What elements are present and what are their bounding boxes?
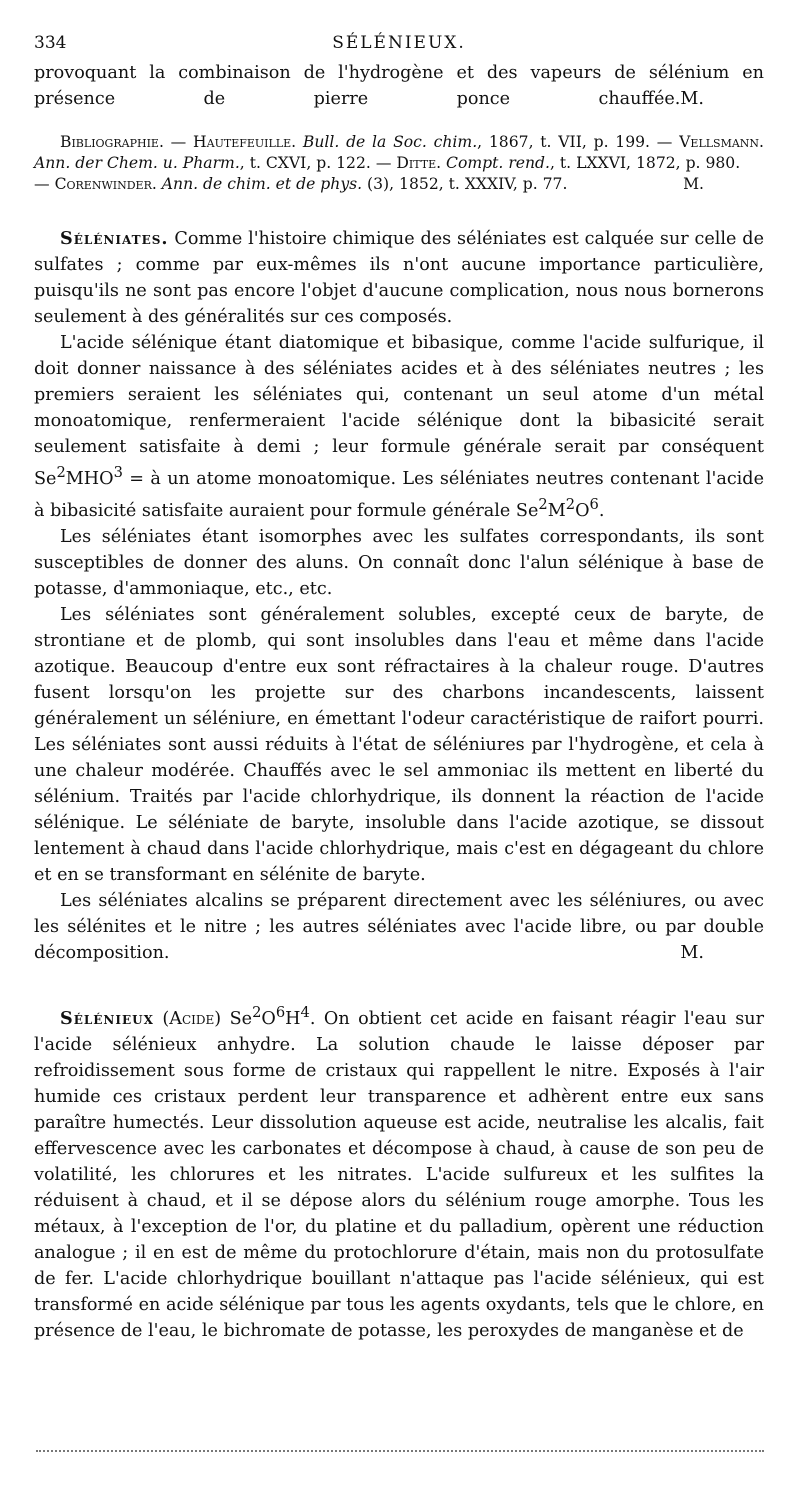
bibliography-author: Ditte. <box>396 154 442 172</box>
bibliography-ref: (3), 1852, t. XXXIV, p. 77. <box>362 175 568 193</box>
paragraph-text: On obtient cet acide en faisant réagir l'eau sur l'acide sélénieux anhydre. La solution chaude le laisse déposer par refroidissement sous forme de cristaux qui rappellent le nitre. Exposés à l'air humide ces cristaux perdent leur transparence et adhèrent entre eux sans paraître humectés. Leur dissolution aqueuse est acide, neutralise les alcalis, fait effervescence avec les carbonates et décompose à chaud, à cause de son peu de volatilité, les chlorures et les nitrates. L'acide sulfureux et les sulfites la réduisent à chaud, et il se dépose alors du sélénium rouge amorphe. Tous les métaux, à l'exception de l'or, du platine et du palladium, opèrent une réduction analogue ; il en est de même du protochlorure d'étain, mais non du protosulfate de fer. L'acide chlorhydrique bouillant n'attaque pas l'acide sélénieux, qui est transformé en acide sélénique par tous les agents oxydants, tels que le chlore, en présence de l'eau, le bichromate de potasse, les peroxydes de manganèse et de <box>34 1008 764 1341</box>
bibliography-ref: , t. LXXVI, 1872, p. 980. <box>549 154 741 172</box>
formula-part: MHO <box>65 468 114 489</box>
bibliography-source: Ann. de chim. et de phys. <box>156 175 363 193</box>
superscript: 6 <box>589 495 599 513</box>
running-title: SÉLÉNIEUX. <box>332 33 466 53</box>
article-subheading: (Acide) <box>153 1008 230 1029</box>
author-signature: M. <box>683 175 704 193</box>
paragraph-text: Comme l'histoire chimique des séléniates est calquée sur celle de sulfates ; comme par eux-mêmes ils n'ont aucune importance particulière, puisqu'ils ne sont pas encore l'objet d'aucune complication, nous nous bornerons seulement à des généralités sur ces composés. <box>34 229 764 327</box>
article-heading: Séléniates. <box>60 228 169 249</box>
author-signature: M. <box>680 942 704 963</box>
formula-part: M <box>547 500 566 521</box>
intro-text: provoquant la combinaison de l'hydrogène et des vapeurs de sélénium en présence de pierre ponce chauffée. <box>34 63 764 109</box>
bibliography-source: Bull. de la Soc. chim. <box>296 133 478 151</box>
superscript: 6 <box>275 1003 286 1021</box>
formula-part: Se <box>229 1008 253 1029</box>
dash: — <box>163 133 194 151</box>
paragraph-text: Les séléniates alcalins se préparent directement avec les séléniures, ou avec les sélénites et le nitre ; les autres séléniates avec l'acide libre, ou par double décomposition. <box>34 890 764 963</box>
author-signature: M. <box>680 89 704 109</box>
selenieux-article <box>34 1000 764 1344</box>
superscript: 4 <box>300 1003 310 1021</box>
superscript: 2 <box>252 1003 262 1021</box>
article-paragraph: Les séléniates sont généralement solubles, excepté ceux de baryte, de strontiane et de plomb, qui sont insolubles dans l'eau et même dans l'acide azotique. Beaucoup d'entre eux sont réfractaires à la chaleur rouge. D'autres fusent lorsqu'on les projette sur des charbons incandescents, laissent généralement un séléniure, en émettant l'odeur caractéristique de raifort pourri. Les séléniates sont aussi réduits à l'état de séléniures par l'hydrogène, et cela à une chaleur modérée. Chauffés avec le sel ammoniac ils mettent en liberté du sélénium. Traités par l'acide chlorhydrique, ils donnent la réaction de l'acide sélénique. Le séléniate de baryte, insoluble dans l'acide azotique, se dissout lentement à chaud dans l'acide chlorhydrique, mais c'est en dégageant du chlore et en se transformant en sélénite de baryte. <box>34 604 764 885</box>
bibliography-entry <box>34 132 764 195</box>
superscript: 2 <box>56 464 66 481</box>
footer-rule <box>36 1450 764 1452</box>
bibliography-block <box>34 132 764 195</box>
bibliography-author: Corenwinder. <box>54 175 157 193</box>
formula-part: H <box>285 1008 301 1029</box>
article-paragraph <box>34 888 764 966</box>
article-paragraph <box>34 226 764 330</box>
article-paragraph <box>34 1000 764 1344</box>
bibliography-source: Compt. rend. <box>441 154 550 172</box>
page-header <box>34 30 764 60</box>
bibliography-ref: , 1867, t. VII, p. 199. — <box>477 133 680 151</box>
superscript: 2 <box>565 495 576 513</box>
bibliography-author: Vellsmann. <box>679 133 765 151</box>
bibliography-ref: , t. CXVI, p. 122. — <box>239 154 397 172</box>
formula-part: . <box>309 1008 316 1029</box>
bibliography-label: Bibliographie. <box>60 133 164 151</box>
page-number: 334 <box>34 33 67 53</box>
article-paragraph <box>34 330 764 524</box>
bibliography-source: Ann. der Chem. u. Pharm. <box>34 154 240 172</box>
article-paragraph: Les séléniates étant isomorphes avec les sulfates correspondants, ils sont susceptibles de donner des aluns. On connaît donc l'alun sélénique à base de potasse, d'ammoniaque, etc., etc. <box>34 526 764 599</box>
superscript: 2 <box>538 495 548 513</box>
superscript: 3 <box>113 464 123 481</box>
formula-part: O <box>261 1008 276 1029</box>
intro-paragraph <box>34 60 764 112</box>
bibliography-author: Hautefeuille. <box>193 133 297 151</box>
formula-part: . <box>598 500 605 521</box>
article-heading: Sélénieux <box>60 1007 154 1029</box>
paragraph-text: = à un atome monoatomique. Les séléniates neutres contenant l'acide à bibasicité satisfaite auraient pour formule générale Se <box>34 468 764 521</box>
dash: — <box>34 175 55 193</box>
paragraph-text: L'acide sélénique étant diatomique et bibasique, comme l'acide sulfurique, il doit donner naissance à des séléniates acides et à des séléniates neutres ; les premiers seraient les séléniates qui, contenant un seul atome d'un métal monoatomique, renfermeraient l'acide sélénique dont la bibasicité serait seulement satisfaite à demi ; leur formule générale serait par conséquent Se <box>34 333 764 489</box>
formula-part: O <box>575 500 590 521</box>
seleniates-article <box>34 226 764 966</box>
